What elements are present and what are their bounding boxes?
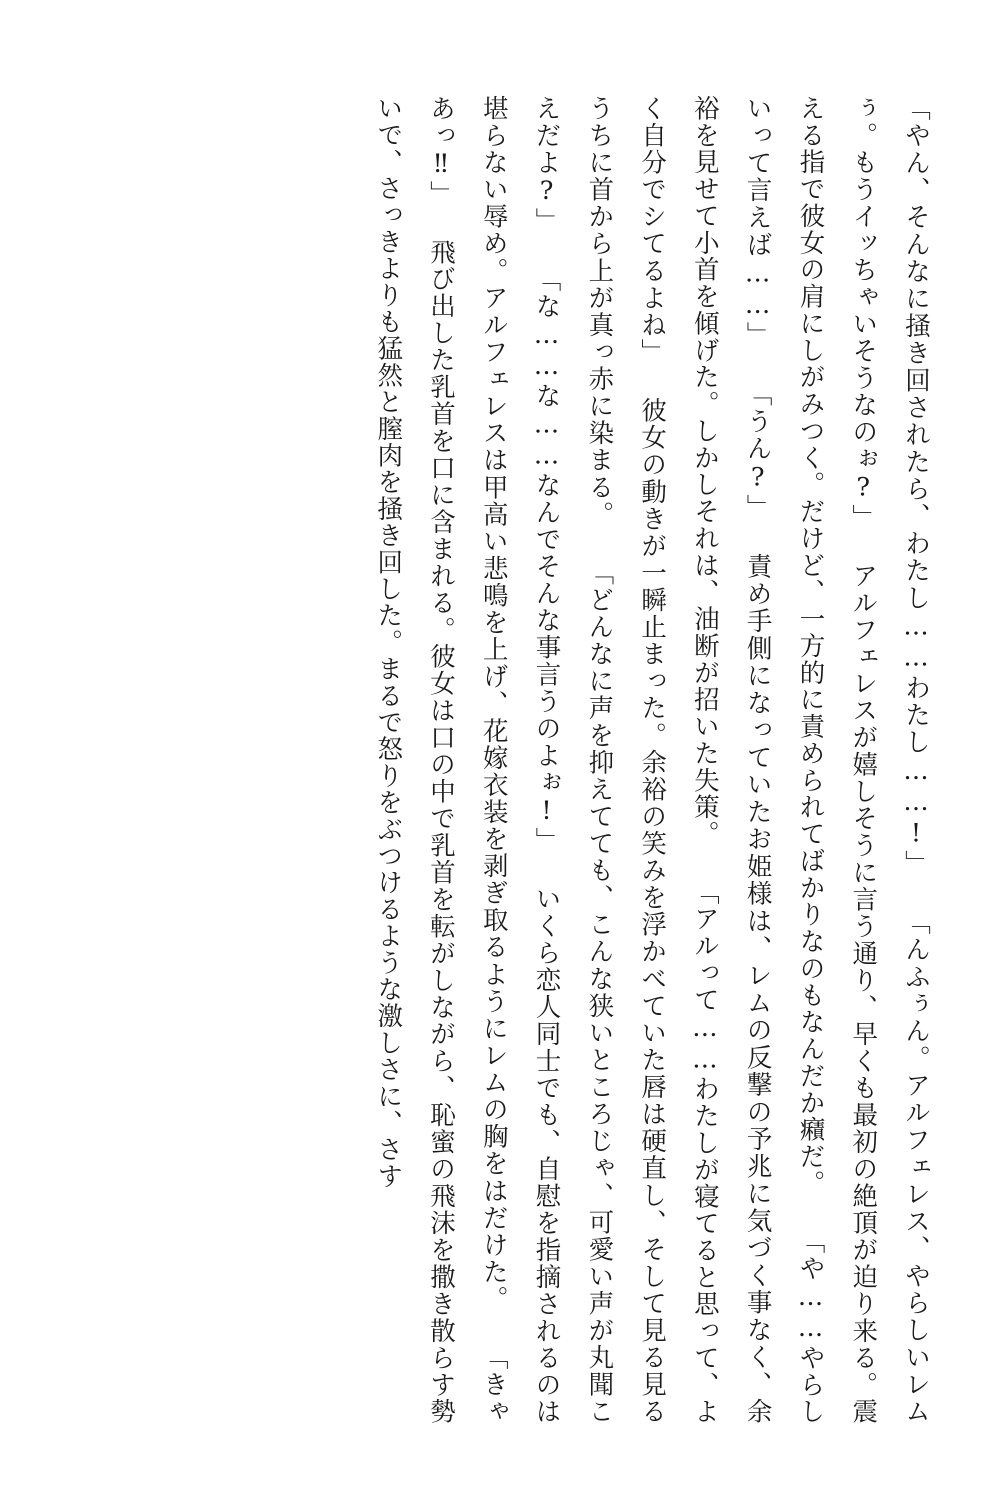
vertical-body-text: 「やん、そんなに掻き回されたら、わたし……わたし……!」 「んふぅん。アルフェレス、やらしいレムぅ。もうイッちゃいそうなのぉ?」 アルフェレスが嬉しそうに言う通り、早くも最初の絶頂が迫り来る。震える指で彼女の肩にしがみつく。だけど、一方的に責められてばかりなのもなんだか癪だ。 「や……やらしいって言えば……」 「うん?」 責め手側になっていたお姫様は、レムの反撃の予兆に気づく事なく、余裕を見せて小首を傾げた。しかしそれは、油断が招いた失策。 「アルって……わたしが寝てると思って、よく自分でシてるよね」 彼女の動きが一瞬止まった。余裕の笑みを浮かべていた唇は硬直し、そして見る見るうちに首から上が真っ赤に染まる。 「どんなに声を抑えてても、こんな狭いところじゃ、可愛い声が丸聞こえだよ?」 「な……な……なんでそんな事言うのよぉ!」 いくら恋人同士でも、自慰を指摘されるのは堪らない辱め。アルフェレスは甲高い悲鳴を上げ、花嫁衣装を剥ぎ取るようにレムの胸をはだけた。 「きゃあっ‼」 飛び出した乳首を口に含まれる。彼女は口の中で乳首を転がしながら、恥蜜の飛沫を撒き散らす勢いで、さっきよりも猛然と膣肉を掻き回した。まるで怒りをぶつけるような激しさに、さす xyxy=(373,95,931,1425)
